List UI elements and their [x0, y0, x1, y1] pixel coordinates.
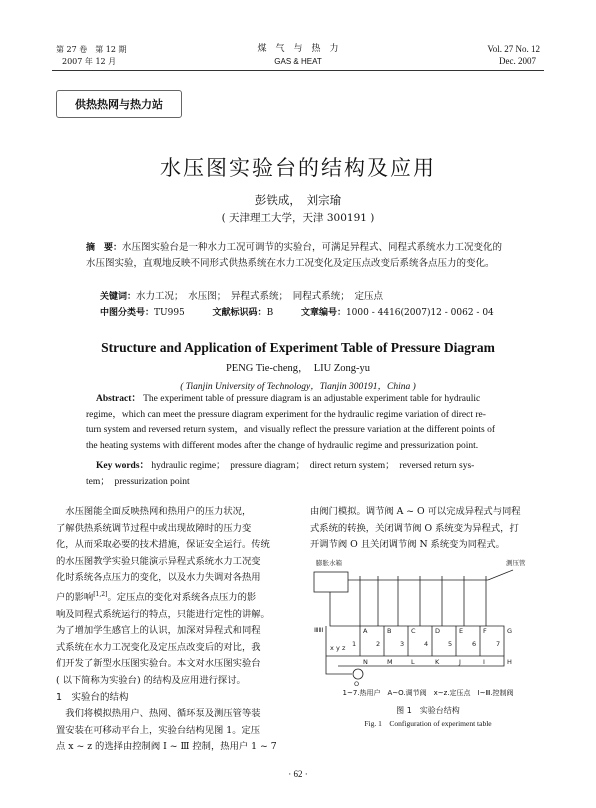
affiliation-cn: ( 天津理工大学，天津 300191 ) — [221, 212, 375, 224]
control-valves-label: ⅢⅡⅠ — [314, 626, 324, 634]
expansion-tank — [314, 572, 348, 592]
valve-o-label: O — [354, 680, 360, 688]
valve-label: B — [387, 627, 392, 635]
keywords-en-line-2: tem； pressurization point — [86, 476, 190, 487]
body-line: 式系统在水力工况变化及定压点改变后的对比，我 — [56, 641, 261, 653]
user-label: 3 — [400, 640, 405, 648]
title-cn: 水压图实验台的结构及应用 — [160, 156, 436, 180]
doc-code-label: 文献标识码： — [212, 308, 267, 318]
body-line: 响及同程式系统运行的特点，只能进行定性的讲解。 — [56, 608, 270, 620]
body-line: 点 x ~ z 的选择由控制阀 Ⅰ ~ Ⅲ 控制，热用户 1 ~ 7 — [56, 741, 277, 753]
valve-label: L — [411, 658, 415, 666]
abstract-cn-label: 摘 要： — [86, 243, 123, 253]
abstract-en-line-2: regime，which can meet the pressure diagram experiment for the hydraulic regime variation of direct re- — [86, 409, 486, 420]
affiliation-en: ( Tianjin University of Technology，Tianjin 300191，China ) — [180, 382, 416, 392]
body-line: 水压图能全面反映热网和热用户的压力状况， — [56, 506, 252, 517]
section-heading: 1 实验台的结构 — [56, 691, 129, 703]
body-line: 为了增加学生感官上的认识，加深对异程式和同程 — [56, 625, 261, 637]
citation: [1,2] — [93, 590, 108, 598]
article-no-label: 文章编号： — [300, 308, 346, 318]
xyz-label: z — [342, 644, 346, 652]
section-tag: 供热热网与热力站 — [56, 90, 182, 118]
xyz-label: x — [330, 644, 334, 652]
figure-schematic — [308, 556, 544, 694]
authors-cn: 彭铁成， 刘宗瑜 — [254, 193, 342, 207]
valve-label: J — [459, 658, 461, 666]
body-line: 们开发了新型水压图实验台。本文对水压图实验台 — [56, 658, 261, 670]
body-line: 我们将模拟热用户、热网、循环泵及测压管等装 — [56, 708, 261, 720]
body-line: 式系统的转换，关闭调节阀 O 系统变为异程式，打 — [310, 522, 519, 534]
header-rule — [52, 70, 544, 71]
pressure-tubes — [348, 576, 488, 626]
body-text: 。定压点的变化对系统各点压力的影 — [107, 592, 257, 604]
right-column — [310, 504, 546, 554]
keywords-en-line-1: hydraulic regime； pressure diagram； direct return system； reversed return sys- — [151, 461, 475, 471]
title-en: Structure and Application of Experiment Table of Pressure Diagram — [101, 340, 495, 355]
valve-label: H — [507, 658, 512, 666]
valve-label: M — [387, 658, 393, 666]
user-label: 4 — [424, 640, 429, 648]
abstract-en-line-1: The experiment table of pressure diagram is an adjustable experiment table for hydraulic — [143, 394, 481, 404]
keywords-cn-text: 水力工况； 水压图； 异程式系统； 同程式系统； 定压点 — [136, 291, 384, 302]
header-date-en: Dec. 2007 — [499, 56, 536, 66]
pump-icon — [353, 669, 363, 679]
abstract-en — [86, 392, 518, 454]
header-vol-issue-cn: 第 27 卷 第 12 期 — [56, 45, 127, 54]
valve-label: I — [483, 658, 485, 666]
figure-caption-cn: 图 1 实验台结构 — [396, 706, 460, 715]
supply-main — [330, 592, 504, 636]
body-line: 了解供热系统调节过程中或出现故障时的压力变 — [56, 522, 252, 534]
user-label: 6 — [472, 640, 477, 648]
abstract-cn — [86, 240, 510, 271]
valve-label: F — [483, 627, 487, 635]
header-vol-issue-en: Vol. 27 No. 12 — [487, 44, 540, 54]
page-number: · 62 · — [288, 769, 308, 779]
tubes-label: 测压管 — [506, 559, 526, 567]
abstract-en-label: Abstract： — [96, 394, 141, 404]
tank-label: 膨胀水箱 — [316, 559, 342, 567]
valve-label: N — [363, 658, 368, 666]
clc-label: 中图分类号： — [100, 308, 155, 318]
figure-caption-en: Fig. 1 Configuration of experiment table — [364, 719, 492, 728]
valve-label: E — [459, 627, 464, 635]
clc-value: TU995 — [154, 308, 185, 318]
return-main — [326, 656, 504, 666]
keywords-cn-label: 关键词： — [100, 292, 137, 302]
abstract-en-line-4: the heating systems with different modes after the change of hydraulic regime and pressurization point. — [86, 440, 479, 451]
valve-label: K — [435, 658, 440, 666]
header-journal-cn: 煤 气 与 热 力 — [257, 44, 339, 54]
body-line: 化时系统各点压力的变化，以及水力失调对各热用 — [56, 572, 261, 584]
body-text: 户的影响 — [56, 592, 94, 604]
abstract-en-line-3: turn system and reversed return system，and visually reflect the pressure variation at the different points of — [86, 425, 495, 435]
keywords-cn — [100, 289, 383, 305]
header-date-cn: 2007 年 12 月 — [62, 57, 117, 66]
authors-en: PENG Tie-cheng， LIU Zong-yu — [225, 363, 371, 374]
keywords-en — [86, 459, 518, 490]
user-label: 1 — [352, 640, 357, 648]
body-line: ( 以下简称为实验台) 的结构及应用进行探讨。 — [56, 675, 246, 687]
body-line: 由阀门模拟。调节阀 A ~ O 可以完成异程式与同程 — [310, 506, 521, 517]
classification — [100, 306, 494, 321]
valve-label: C — [411, 627, 416, 635]
user-label: 5 — [448, 640, 453, 648]
valve-label: G — [507, 627, 513, 635]
body-line: 置安装在可移动平台上，实验台结构见图 1。定压 — [56, 724, 261, 736]
article-no-value: 1000 - 4416(2007)12 - 0062 - 04 — [345, 308, 494, 318]
user-label: 2 — [376, 640, 381, 648]
header-journal-en: GAS & HEAT — [274, 57, 322, 66]
valve-label: D — [435, 627, 441, 635]
doc-code-value: B — [266, 308, 274, 318]
body-line — [56, 587, 296, 607]
keywords-en-label: Key words： — [96, 461, 150, 471]
body-line: 化，从而采取必要的技术措施，保证安全运行。传统 — [56, 539, 270, 551]
abstract-cn-text: 水压图实验台是一种水力工况可调节的实验台，可满足异程式、同程式系统水力工况变化的水压图实验，直观地反映不同形式供热系统在水力工况变化及定压点改变后系统各点压力的变化。 — [86, 242, 503, 269]
valve-label: A — [363, 627, 368, 635]
body-line: 的水压图教学实验只能演示异程式系统水力工况变 — [56, 555, 261, 567]
xyz-label: y — [336, 644, 340, 652]
body-line: 开调节阀 O 且关闭调节阀 N 系统变为同程式。 — [310, 539, 505, 551]
user-label: 7 — [496, 640, 501, 648]
tube-leader — [488, 570, 513, 580]
figure-legend: 1~7.热用户 A~O.调节阀 x~z.定压点 Ⅰ~Ⅲ.控制阀 — [342, 689, 514, 697]
left-column — [56, 504, 296, 756]
